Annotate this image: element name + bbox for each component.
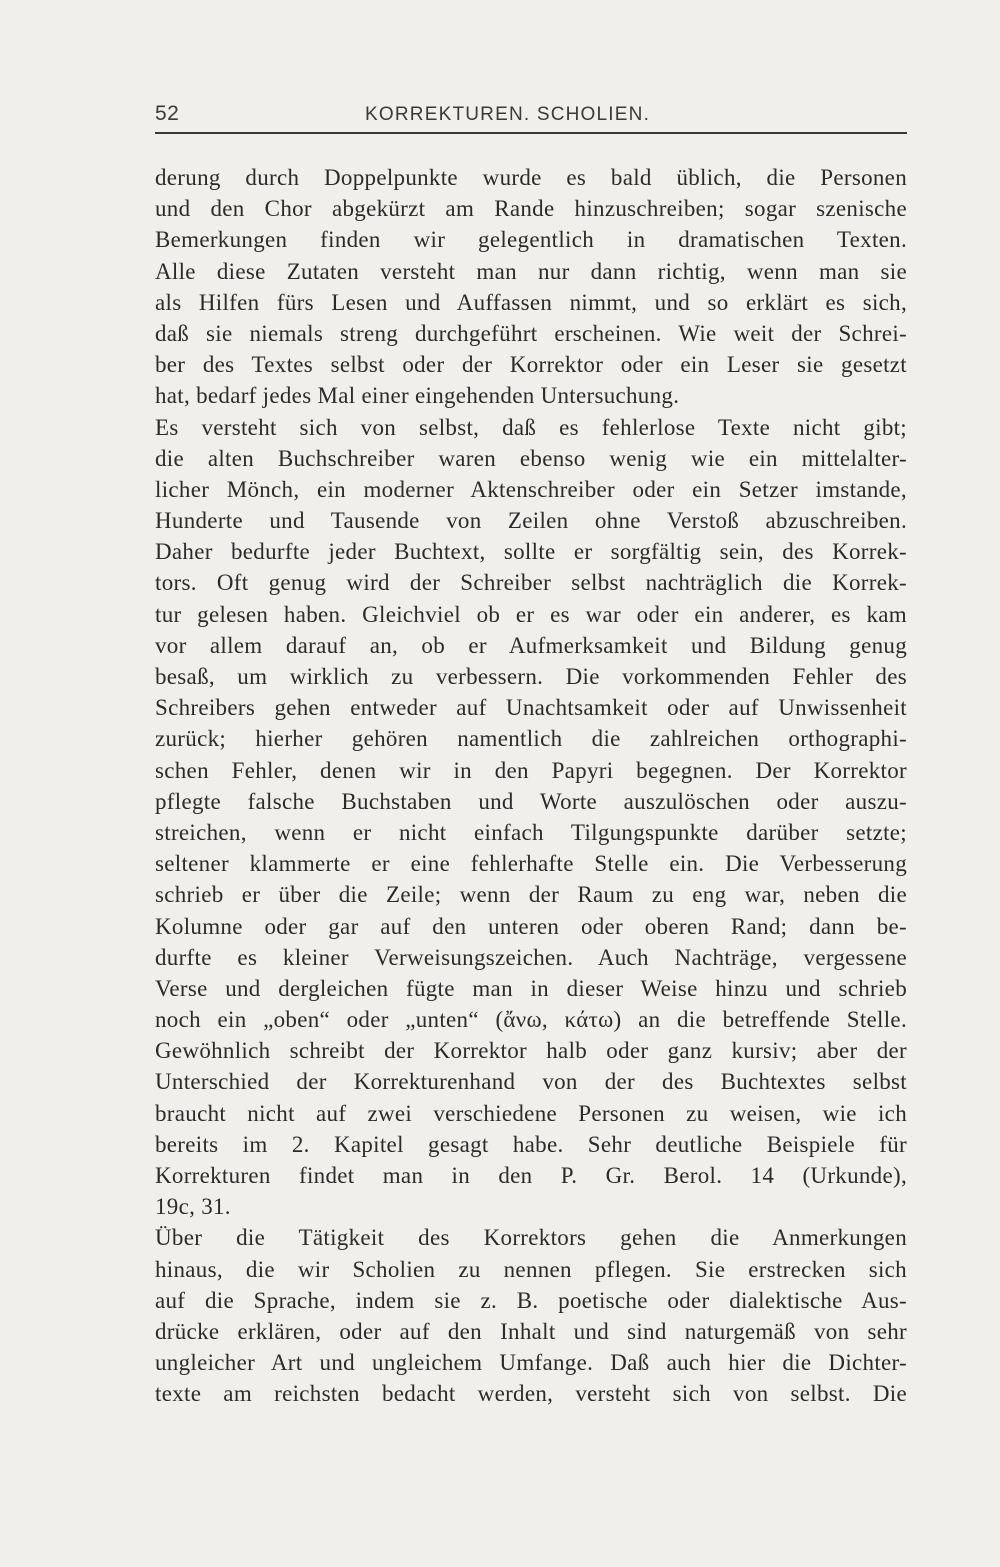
book-page	[155, 100, 907, 1410]
text-line: streichen, wenn er nicht einfach Tilgungspunkte darüber setzte;	[155, 819, 907, 845]
page-number: 52	[155, 102, 180, 125]
text-line: Hunderte und Tausende von Zeilen ohne Verstoß abzuschreiben.	[155, 508, 907, 534]
text-line: bereits im 2. Kapitel gesagt habe. Sehr deutliche Beispiele für	[155, 1131, 907, 1157]
text-line: ber des Textes selbst oder der Korrektor oder ein Leser sie gesetzt	[155, 352, 907, 378]
text-line: Kolumne oder gar auf den unteren oder oberen Rand; dann be-	[155, 913, 907, 939]
text-line: seltener klammerte er eine fehlerhafte Stelle ein. Die Verbesserung	[155, 851, 907, 877]
running-head: KORREKTUREN. SCHOLIEN.	[365, 104, 651, 125]
text-line: die alten Buchschreiber waren ebenso wenig wie ein mittelalter-	[155, 445, 907, 471]
text-line: Daher bedurfte jeder Buchtext, sollte er sorgfältig sein, des Korrek-	[155, 539, 907, 565]
text-line: Gewöhnlich schreibt der Korrektor halb oder ganz kursiv; aber der	[155, 1038, 907, 1064]
text-line: Korrekturen findet man in den P. Gr. Berol. 14 (Urkunde),	[155, 1163, 907, 1188]
text-line: Unterschied der Korrekturenhand von der des Buchtextes selbst	[155, 1069, 907, 1095]
page-header	[155, 100, 907, 134]
text-line: durfte es kleiner Verweisungszeichen. Auch Nachträge, vergessene	[155, 944, 907, 970]
text-line: Bemerkungen finden wir gelegentlich in dramatischen Texten.	[155, 227, 907, 253]
text-line: als Hilfen fürs Lesen und Auffassen nimmt, und so erklärt es sich,	[155, 289, 907, 315]
text-line: licher Mönch, ein moderner Aktenschreiber oder ein Setzer imstande,	[155, 476, 907, 502]
text-line: Schreibers gehen entweder auf Unachtsamkeit oder auf Unwissenheit	[155, 695, 907, 721]
text-line: texte am reichsten bedacht werden, versteht sich von selbst. Die	[155, 1381, 907, 1407]
text-line: 19c, 31.	[155, 1194, 231, 1220]
text-line: und den Chor abgekürzt am Rande hinzuschreiben; sogar szenische	[155, 196, 907, 222]
text-line: hinaus, die wir Scholien zu nennen pflegen. Sie erstrecken sich	[155, 1256, 907, 1282]
text-line: Alle diese Zutaten versteht man nur dann richtig, wenn man sie	[155, 258, 907, 284]
text-line: schrieb er über die Zeile; wenn der Raum zu eng war, neben die	[155, 882, 907, 908]
text-line: Über die Tätigkeit des Korrektors gehen die Anmerkungen	[155, 1225, 907, 1251]
text-line: drücke erklären, oder auf den Inhalt und sind naturgemäß von sehr	[155, 1318, 907, 1344]
text-line: daß sie niemals streng durchgeführt erscheinen. Wie weit der Schrei-	[155, 320, 907, 346]
text-line: noch ein „oben“ oder „unten“ (ἄνω, κάτω) an die betreffende Stelle.	[155, 1007, 907, 1033]
text-line: zurück; hierher gehören namentlich die zahlreichen orthographi-	[155, 726, 907, 752]
text-line: tors. Oft genug wird der Schreiber selbst nachträglich die Korrek-	[155, 570, 907, 596]
text-line: hat, bedarf jedes Mal einer eingehenden Untersuchung.	[155, 383, 680, 409]
text-line: pflegte falsche Buchstaben und Worte auszulöschen oder auszu-	[155, 788, 907, 814]
text-line: ungleicher Art und ungleichem Umfange. Daß auch hier die Dichter-	[155, 1350, 907, 1376]
text-line: schen Fehler, denen wir in den Papyri begegnen. Der Korrektor	[155, 757, 907, 783]
text-line: braucht nicht auf zwei verschiedene Personen zu weisen, wie ich	[155, 1100, 907, 1126]
text-line: vor allem darauf an, ob er Aufmerksamkeit und Bildung genug	[155, 632, 907, 658]
text-line: besaß, um wirklich zu verbessern. Die vorkommenden Fehler des	[155, 664, 907, 689]
text-line: auf die Sprache, indem sie z. B. poetische oder dialektische Aus-	[155, 1287, 907, 1313]
text-line: derung durch Doppelpunkte wurde es bald üblich, die Personen	[155, 165, 907, 190]
text-line: Es versteht sich von selbst, daß es fehlerlose Texte nicht gibt;	[155, 414, 907, 440]
text-line: Verse und dergleichen fügte man in dieser Weise hinzu und schrieb	[155, 975, 907, 1001]
body-text	[155, 162, 907, 1410]
text-line: tur gelesen haben. Gleichviel ob er es war oder ein anderer, es kam	[155, 601, 907, 627]
